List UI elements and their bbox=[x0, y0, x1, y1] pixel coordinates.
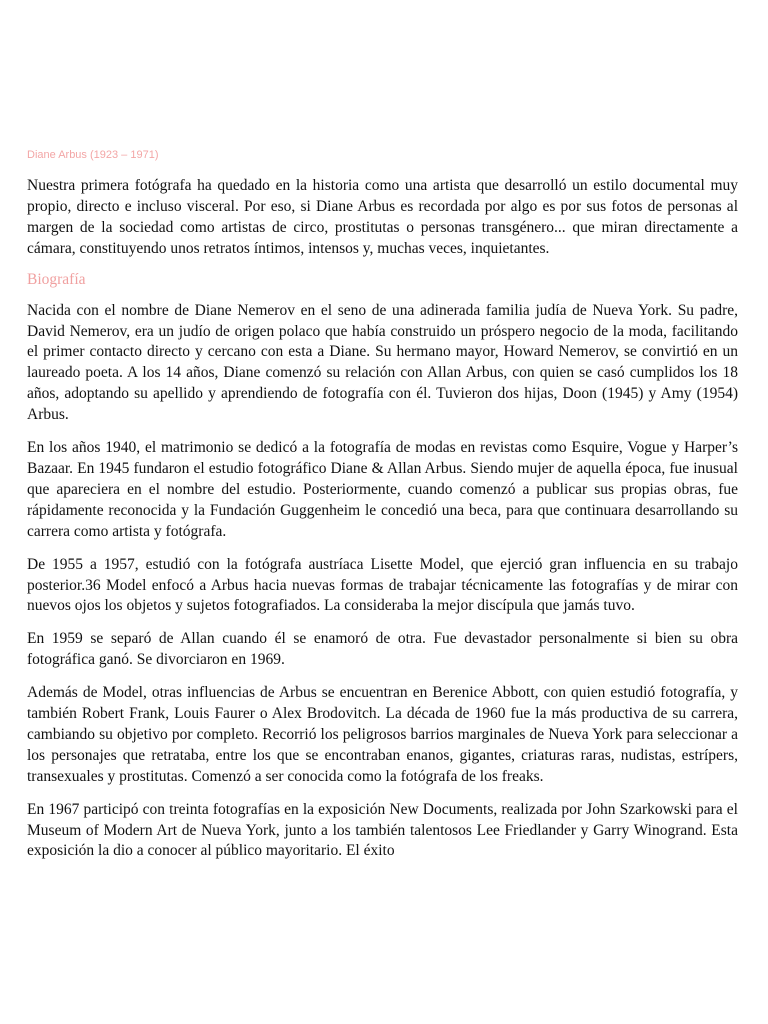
paragraph: De 1955 a 1957, estudió con la fotógrafa austríaca Lisette Model, que ejerció gran influencia en su trabajo posterior.36 Model enfocó a Arbus hacia nuevas formas de trabajar técnicamente las fotografías y de mirar con nuevos ojos los objetos y sujetos fotografiados. La consideraba la mejor discípula que jamás tuvo. bbox=[27, 555, 738, 615]
paragraph: En 1967 participó con treinta fotografías en la exposición New Documents, realizada por John Szarkowski para el Museum of Modern Art de Nueva York, junto a los también talentosos Lee Friedlander y Garry Winogrand. Esta exposición la dio a conocer al público mayoritario. El éxito bbox=[27, 800, 738, 860]
intro-paragraph: Nuestra primera fotógrafa ha quedado en la historia como una artista que desarrolló un estilo documental muy propio, directo e incluso visceral. Por eso, si Diane Arbus es recordada por algo es por sus fotos de personas al margen de la sociedad como artistas de circo, prostitutas o personas transgénero... que miran directamente a cámara, constituyendo unos retratos íntimos, intensos y, muchas veces, inquietantes. bbox=[27, 177, 738, 257]
document-title: Diane Arbus (1923 – 1971) bbox=[27, 149, 159, 161]
paragraph: Nacida con el nombre de Diane Nemerov en el seno de una adinerada familia judía de Nueva York. Su padre, David Nemerov, era un judío de origen polaco que había construido un próspero negocio de la moda, facilitando el primer contacto directo y cercano con esta a Diane. Su hermano mayor, Howard Nemerov, se convirtió en un laureado poeta. A los 14 años, Diane comenzó su relación con Allan Arbus, con quien se casó cumplidos los 18 años, adoptando su apellido y aprendiendo de fotografía con él. Tuvieron dos hijas, Doon (1945) y Amy (1954) Arbus. bbox=[27, 301, 738, 424]
document-page bbox=[27, 148, 738, 874]
paragraph: En los años 1940, el matrimonio se dedicó a la fotografía de modas en revistas como Esquire, Vogue y Harper’s Bazaar. En 1945 fundaron el estudio fotográfico Diane & Allan Arbus. Siendo mujer de aquella época, fue inusual que apareciera en el nombre del estudio. Posteriormente, cuando comenzó a publicar sus propias obras, fue rápidamente reconocida y la Fundación Guggenheim le concedió una beca, para que continuara desarrollando su carrera como artista y fotógrafa. bbox=[27, 439, 738, 540]
paragraph: En 1959 se separó de Allan cuando él se enamoró de otra. Fue devastador personalmente si bien su obra fotográfica ganó. Se divorciaron en 1969. bbox=[27, 630, 738, 669]
section-heading-biografia: Biografía bbox=[27, 270, 86, 288]
paragraph: Además de Model, otras influencias de Arbus se encuentran en Berenice Abbott, con quien estudió fotografía, y también Robert Frank, Louis Faurer o Alex Brodovitch. La década de 1960 fue la más productiva de su carrera, cambiando su objetivo por completo. Recorrió los peligrosos barrios marginales de Nueva York para seleccionar a los personajes que retrataba, entre los que se encontraban enanos, gigantes, criaturas raras, nudistas, estrípers, transexuales y prostitutas. Comenzó a ser conocida como la fotógrafa de los freaks. bbox=[27, 684, 738, 785]
